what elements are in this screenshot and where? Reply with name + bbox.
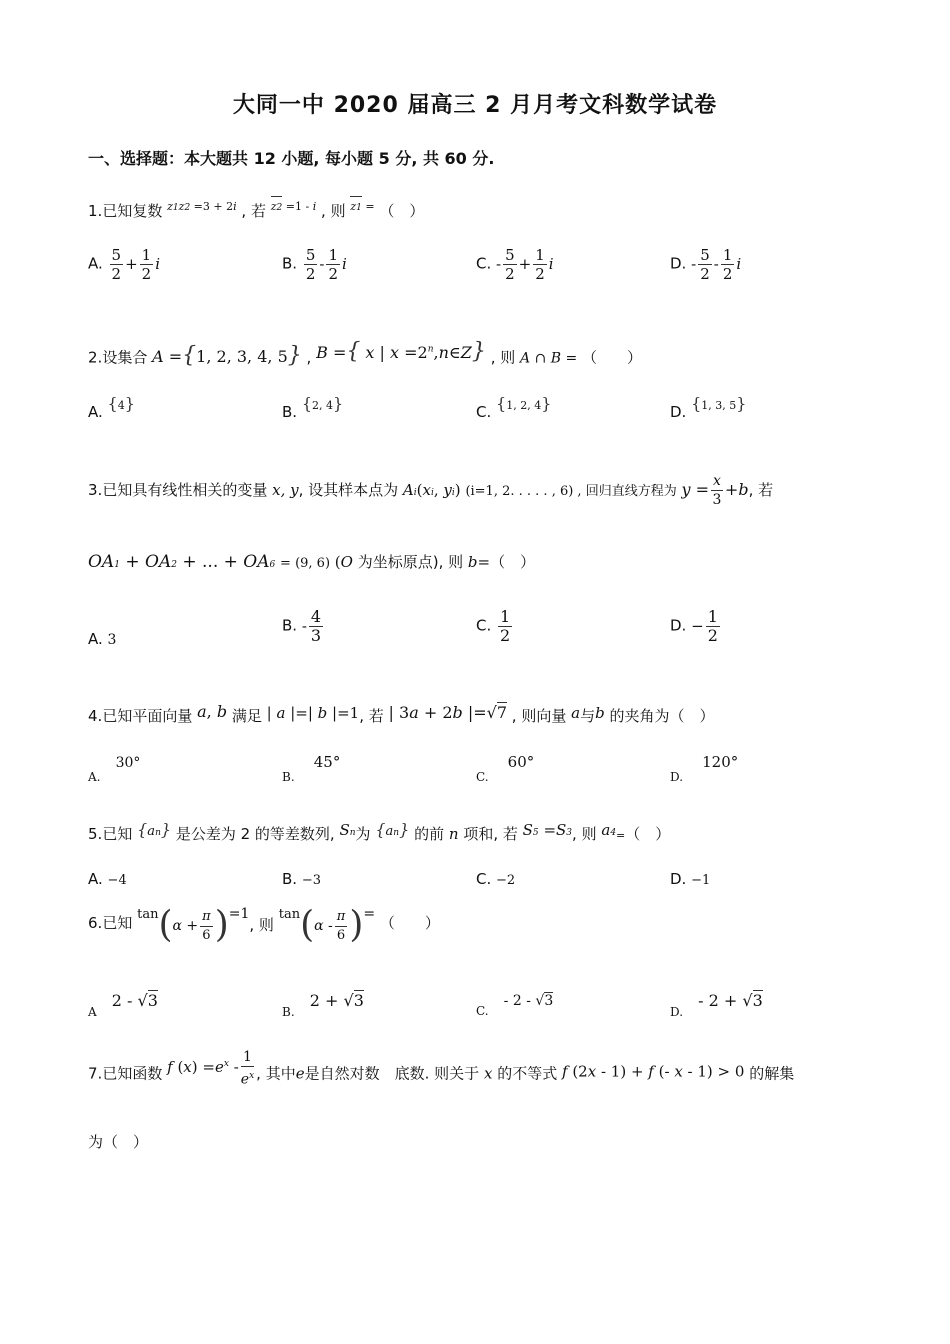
q1-z1z2-eq: z1z2 =3 + 2i (167, 200, 237, 213)
q3-option-b: B. - $\frac{4}{3}$ (282, 607, 322, 645)
question-7-cont: 为（ ） (88, 1133, 149, 1151)
q6-option-b: $_{B.}$ 2 + √3 (282, 991, 364, 1019)
q4-option-d: $_{D.}$ 120° (670, 753, 739, 784)
question-4: 4.已知平面向量 a, b 满足 | a |=| b |=1, 若 | 3a + 2b |=√7 , 则向量 a与b 的夹角为（ ） (88, 702, 715, 725)
q5-option-a: A. −4 (88, 870, 127, 888)
q2-option-c: C. $^{\{1, 2, 4\}}$ (476, 394, 552, 421)
q6-option-d: $_{D.}$ - 2 + √3 (670, 991, 763, 1019)
q2-option-d: D. $^{\{1, 3, 5\}}$ (670, 394, 747, 421)
question-2: 2.设集合 A ={1, 2, 3, 4, 5} , B ={ x | $x =2^n,n\in Z$} , 则 A ∩ B = （ ） (88, 339, 643, 369)
q1-option-b: B. $\frac{5}{2}$ - $\frac{1}{2}$ i (282, 246, 347, 283)
q1-option-d: D. - $\frac{5}{2}$ - $\frac{1}{2}$ i (670, 246, 742, 283)
q5-option-c: C. −2 (476, 870, 516, 888)
q5-option-b: B. −3 (282, 870, 322, 888)
q6-option-c: $_{C.}$ - 2 - √3 (476, 993, 554, 1018)
question-3: 3.已知具有线性相关的变量 x, y, 设其样本点为 Ai(xi, yi) (i=1, 2. . . . . , 6) , 回归直线方程为 y = $\frac{x}{3}$ +b, 若 (88, 473, 774, 508)
question-7: 7.已知函数 f $(x) =e^x$ - $\frac{1}{e^x}$ , 其中e是自然对数 底数. 则关于 x 的不等式 f (2x - 1) + f (- x - 1) > 0 的解集 (88, 1049, 795, 1088)
section-heading: 一、选择题：本大题共 12 小题, 每小题 5 分, 共 60 分. (88, 149, 495, 168)
q5-option-d: D. −1 (670, 870, 711, 888)
question-5: 5.已知 {an} 是公差为 2 的等差数列, Sn为 {an} 的前 n 项和, 若 S5 =S3, 则 a4=（ ） (88, 820, 671, 843)
q1-option-a: A. $\frac{5}{2}$ + $\frac{1}{2}$ i (88, 246, 161, 283)
q1-option-c: C. - $\frac{5}{2}$ + $\frac{1}{2}$ i (476, 246, 554, 283)
question-1: 1.已知复数 $^{z1z2 =3 + 2i}$ , 若 $^{z2 =1 - i}$ , 则 $^{z1 =}$ （ ） (88, 196, 424, 221)
page-title: 大同一中 2020 届高三 2 月月考文科数学试卷 (232, 93, 718, 118)
q3-option-d: D. − $\frac{1}{2}$ (670, 607, 718, 645)
q4-option-c: $_{C.}$ 60° (476, 753, 535, 784)
q3-option-a: A. 3 (88, 630, 117, 648)
q3-option-c: C. $\frac{1}{2}$ (476, 607, 511, 645)
q4-option-a: $_{A.}$ 30° (88, 755, 141, 784)
q2-option-a: A. $^{\{4\}}$ (88, 394, 135, 421)
q2-option-b: B. $^{\{2, 4\}}$ (282, 394, 344, 421)
question-6: 6.已知 tan(α + $\frac{\pi}{6}$ )=1, 则 tan(α - $\frac{\pi}{6}$ )= （ ） (88, 904, 440, 946)
question-3-cont: OA1 + OA2 + ... + OA6 = (9, 6) (O 为坐标原点), 则 b=（ ） (88, 552, 536, 572)
q4-option-b: $_{B.}$ 45° (282, 753, 341, 784)
q6-option-a: $_A$ 2 - √3 (88, 991, 158, 1019)
